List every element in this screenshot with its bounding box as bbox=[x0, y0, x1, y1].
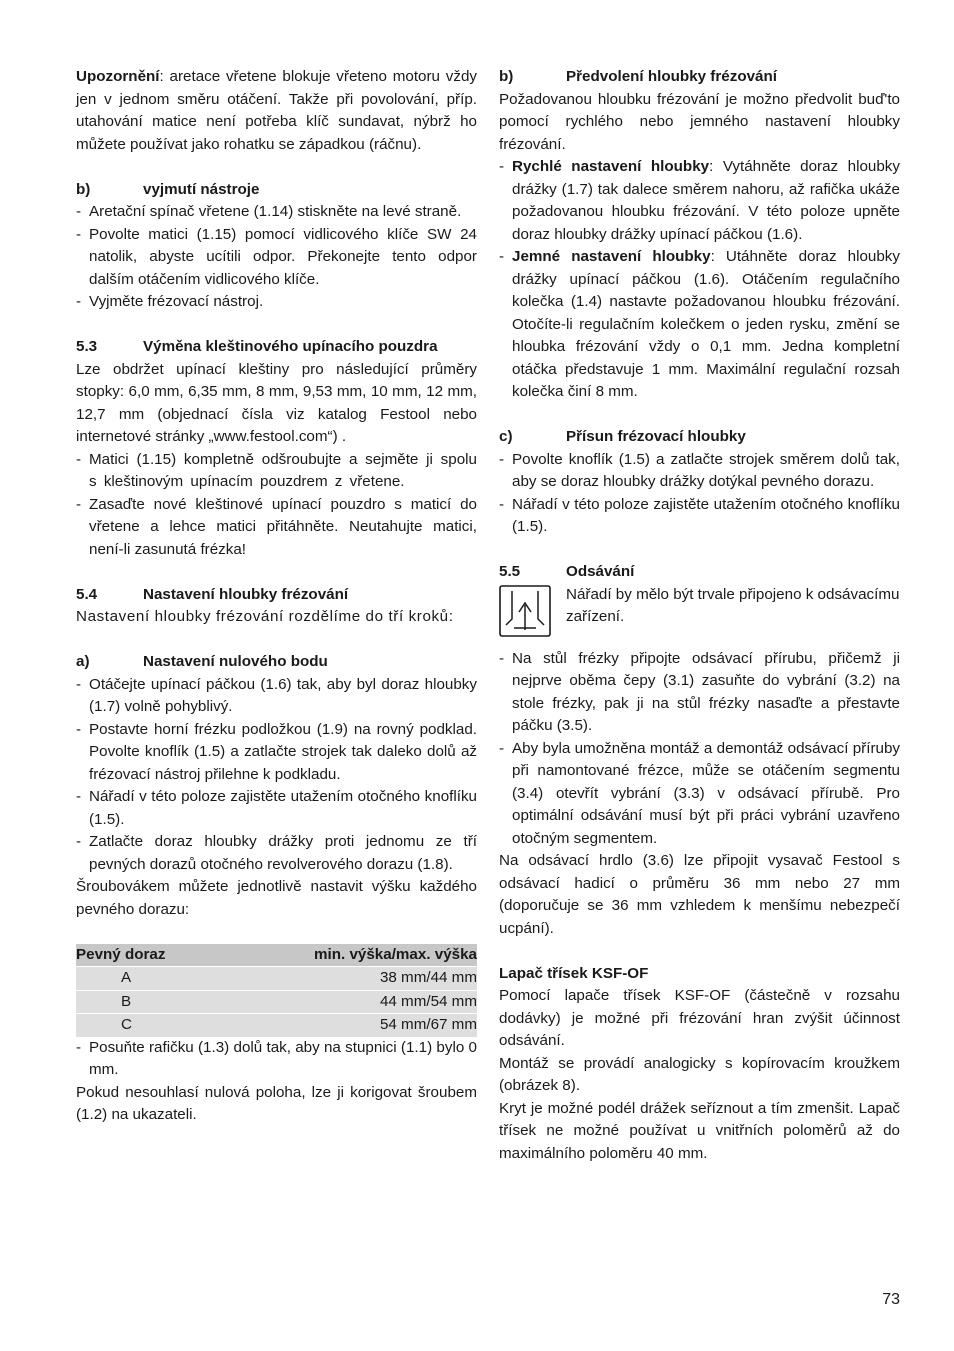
table-cell: B bbox=[76, 990, 218, 1014]
table-header-cell: Pevný doraz bbox=[76, 945, 166, 963]
section-heading-extraction bbox=[499, 561, 900, 584]
list-item bbox=[499, 246, 900, 404]
section-title: Nastavení nulového bodu bbox=[143, 653, 328, 670]
section-heading-preselect bbox=[499, 66, 900, 89]
fixed-stop-table bbox=[76, 944, 477, 1037]
list-item: - Aby byla umožněna montáž a demontáž odsávací příruby při namontované frézce, může se otáčením segmentu (3.4) otevřít vybrání (3.3) v odsávací přírubě. Pro optimální odsávání musí být při práci vybrání uzavřeno otočným segmentem. bbox=[499, 738, 900, 851]
list-item-text: : Vytáhněte doraz hloubky drážky (1.7) tak dalece směrem nahoru, až rafička ukáže požadovanou hloubku frézování. V této poloze upněte doraz hloubky drážky upínací páčkou (1.6). bbox=[512, 158, 900, 243]
list-item-label: Jemné nastavení hloubky bbox=[512, 248, 711, 265]
extraction-after: Na odsávací hrdlo (3.6) lze připojit vysavač Festool s odsávací hadicí o průměru 36 mm nebo 27 mm (doporučuje se 36 mm vzhledem k menšímu nebezpečí ucpání). bbox=[499, 852, 900, 937]
extraction-icon-text: Nářadí by mělo být trvale připojeno k odsávacímu zařízení. bbox=[566, 585, 900, 625]
page-number: 73 bbox=[882, 1291, 900, 1308]
chip-catcher-text-3: Kryt je možné podél drážek seříznout a tím zmenšit. Lapač třísek ne možné používat u vnitřních poloměrů až do maximálního poloměru 40 mm. bbox=[499, 1099, 900, 1162]
section-number: 5.5 bbox=[499, 563, 521, 580]
chip-catcher-text-1: Pomocí lapače třísek KSF-OF (částečně v rozsahu dodávky) je možné při frézování hran zvýšit účinnost odsávání. bbox=[499, 987, 900, 1049]
right-column bbox=[499, 66, 900, 1165]
section-number: 5.3 bbox=[76, 338, 98, 355]
list-item-label: Rychlé nastavení hloubky bbox=[512, 158, 710, 175]
preselect-list bbox=[499, 156, 900, 404]
section-number: a) bbox=[76, 653, 90, 670]
preselect-intro: Požadovanou hloubku frézování je možno předvolit buď'to pomocí rychlého nebo jemného nastavení hloubky frézování. bbox=[499, 90, 900, 153]
collet-intro: Lze obdržet upínací kleštiny pro následující průměry stopky: 6,0 mm, 6,35 mm, 8 mm, 9,53 mm, 10 mm, 12 mm, 12,7 mm (objednací čísla viz katalog Festool nebo internetové stránky „www.festool.com“) . bbox=[76, 360, 477, 445]
warning-text: : aretace vřetene blokuje vřeteno motoru vždy jen v jednom směru otáčení. Takže při povolování, příp. utahování matice není potřeba klíč sundavat, nýbrž ho můžete používat jako rohatku se západkou (ráčnu). bbox=[76, 68, 477, 153]
section-title: Nastavení hloubky frézování bbox=[143, 585, 349, 603]
zero-point-after: Šroubovákem můžete jednotlivě nastavit výšku každého pevného dorazu: bbox=[76, 878, 477, 918]
section-number: b) bbox=[499, 68, 514, 85]
section-title: vyjmutí nástroje bbox=[143, 180, 260, 198]
table-cell: 38 mm/44 mm bbox=[218, 967, 477, 991]
section-heading-depth bbox=[76, 584, 477, 607]
tool-removal-list bbox=[76, 201, 477, 314]
table-header-cell: min. výška/max. výška bbox=[314, 945, 477, 963]
list-item: - Nářadí v této poloze zajistěte utažením otočného knoflíku (1.5). bbox=[499, 494, 900, 539]
list-item: - Aretační spínač vřetene (1.14) stiskněte na levé straně. bbox=[76, 201, 477, 224]
warning-label: Upozornění bbox=[76, 68, 160, 85]
after-table-list bbox=[76, 1037, 477, 1082]
section-heading-plunge bbox=[499, 426, 900, 449]
chip-catcher-heading: Lapač třísek KSF-OF bbox=[499, 964, 649, 982]
list-item: - Zasaďte nové kleštinové upínací pouzdro s maticí do vřetene a lehce matici přitáhněte. Neutahujte matici, není-li zasunutá frézka! bbox=[76, 494, 477, 562]
dust-extraction-icon bbox=[499, 585, 551, 637]
list-item-text: : Utáhněte doraz hloubky drážky upínací páčkou (1.6). Otáčením regulačního kolečka (1.4) nastavte požadovanou hloubku frézování. Otočíte-li regulačním kolečkem o jeden rysku, změní se hloubka frézování vždy o 0,1 mm. Jedna kompletní otáčka představuje 1 mm. Maximální regulační rozsah kolečka činí 8 mm. bbox=[512, 248, 900, 400]
list-item: - Zatlačte doraz hloubky drážky proti jednomu ze tří pevných dorazů otočného revolverového dorazu (1.8). bbox=[76, 831, 477, 876]
table-header-row bbox=[76, 944, 477, 967]
list-item: - Postavte horní frézku podložkou (1.9) na rovný podklad. Povolte knoflík (1.5) a zatlačte strojek tak daleko dolů až frézovací nástroj přilehne k podkladu. bbox=[76, 719, 477, 787]
section-title: Předvolení hloubky frézování bbox=[566, 68, 777, 85]
list-item: - Povolte knoflík (1.5) a zatlačte strojek směrem dolů tak, aby se doraz hloubky drážky dotýkal pevného dorazu. bbox=[499, 449, 900, 494]
section-number: b) bbox=[76, 180, 91, 198]
table-cell: 54 mm/67 mm bbox=[218, 1014, 477, 1037]
section-heading-tool-removal bbox=[76, 179, 477, 202]
section-number: c) bbox=[499, 428, 513, 445]
section-title: Přísun frézovací hloubky bbox=[566, 428, 746, 445]
list-item: - Posuňte rafičku (1.3) dolů tak, aby na stupnici (1.1) bylo 0 mm. bbox=[76, 1037, 477, 1082]
list-item bbox=[499, 156, 900, 246]
table-cell: A bbox=[76, 967, 218, 991]
list-item: - Na stůl frézky připojte odsávací přírubu, přičemž ji nejprve oběma čepy (3.1) zasuňte do vybrání (3.2) na stole frézky, pak ji na stůl frézky nasaďte a přestavte páčku (3.5). bbox=[499, 648, 900, 738]
extraction-list bbox=[499, 648, 900, 851]
list-item: - Matici (1.15) kompletně odšroubujte a sejměte ji spolu s kleštinovým upínacím pouzdrem z vřetene. bbox=[76, 449, 477, 494]
list-item: - Povolte matici (1.15) pomocí vidlicového klíče SW 24 natolik, abyste ucítili odpor. Překonejte tento odpor dalším otáčením vidlicového klíče. bbox=[76, 224, 477, 292]
section-title: Odsávání bbox=[566, 563, 635, 580]
list-item: - Nářadí v této poloze zajistěte utažením otočného knoflíku (1.5). bbox=[76, 786, 477, 831]
plunge-list bbox=[499, 449, 900, 539]
table-row bbox=[76, 990, 477, 1014]
after-table-text: Pokud nesouhlasí nulová poloha, lze ji korigovat šroubem (1.2) na ukazateli. bbox=[76, 1083, 477, 1123]
left-column bbox=[76, 66, 477, 1127]
list-item: - Otáčejte upínací páčkou (1.6) tak, aby byl doraz hloubky (1.7) volně pohyblivý. bbox=[76, 674, 477, 719]
chip-catcher-text-2: Montáž se provádí analogicky s kopírovacím kroužkem (obrázek 8). bbox=[499, 1054, 900, 1094]
collet-list bbox=[76, 449, 477, 562]
warning-paragraph bbox=[76, 66, 477, 156]
table-cell: 44 mm/54 mm bbox=[218, 990, 477, 1014]
section-title: Výměna kleštinového upínacího pouzdra bbox=[143, 338, 438, 355]
section-heading-collet bbox=[76, 336, 477, 359]
table-cell: C bbox=[76, 1014, 218, 1037]
extraction-notice bbox=[499, 584, 900, 637]
table-row bbox=[76, 967, 477, 991]
zero-point-list bbox=[76, 674, 477, 877]
section-heading-zero-point bbox=[76, 651, 477, 674]
depth-intro: Nastavení hloubky frézování rozdělíme do tří kroků: bbox=[76, 608, 454, 625]
list-item: - Vyjměte frézovací nástroj. bbox=[76, 291, 477, 314]
section-number: 5.4 bbox=[76, 585, 98, 603]
table-row bbox=[76, 1014, 477, 1037]
